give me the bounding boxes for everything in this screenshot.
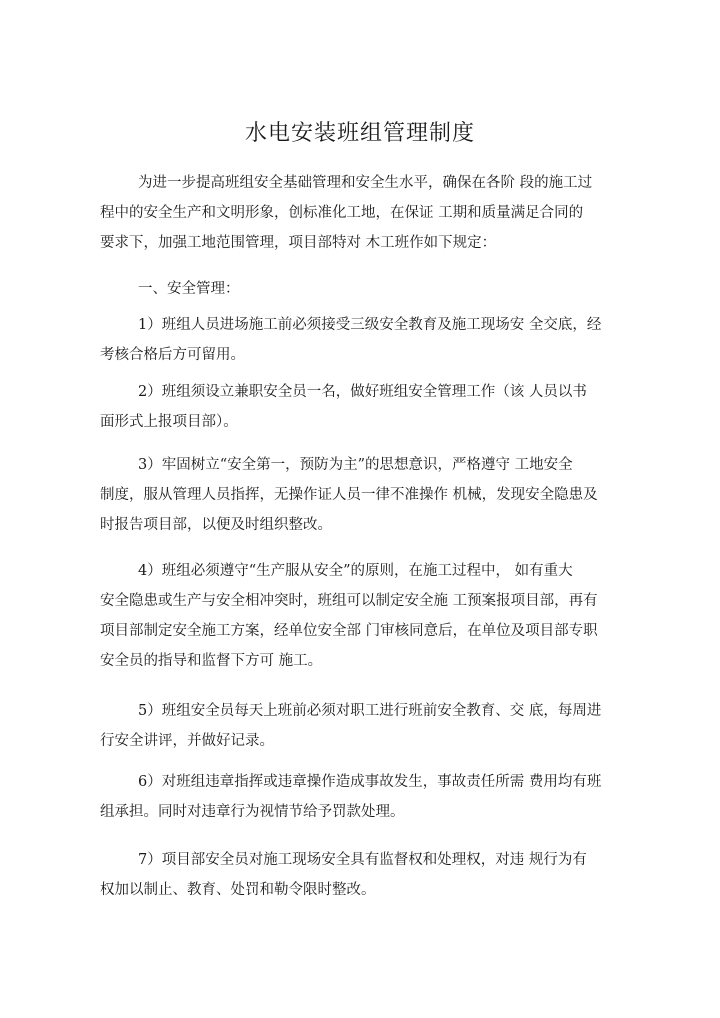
rule-line: 考核合格后方可留用。 [100,347,245,363]
rule-item-5 [100,696,620,756]
intro-line: 要求下，加强工地范围管理，项目部特对 木工班作如下规定： [100,235,497,251]
rule-line: 3）牢固树立“安全第一，预防为主”的思想意识，严格遵守 工地安全 [138,457,573,473]
intro-paragraph [100,168,620,258]
intro-line: 为进一步提高班组安全基础管理和安全生水平，确保在各阶 段的施工过 [138,175,593,191]
rule-line: 权加以制止、教育、处罚和勒令限时整改。 [100,882,376,898]
rule-line: 5）班组安全员每天上班前必须对职工进行班前安全教育、交 底，每周进 [138,703,602,719]
rule-line: 安全隐患或生产与安全相冲突时，班组可以制定安全施 工预案报项目部，再有 [100,593,598,609]
section-heading-text: 一、安全管理： [138,281,240,297]
rule-item-7 [100,845,620,905]
rule-line: 4）班组必须遵守“生产服从安全”的原则，在施工过程中， 如有重大 [138,563,573,579]
intro-line: 程中的安全生产和文明形象，创标准化工地，在保证 工期和质量满足合同的 [100,205,584,221]
rule-line: 1）班组人员进场施工前必须接受三级安全教育及施工现场安 全交底，经 [138,317,602,333]
rule-line: 时报告项目部，以便及时组织整改。 [100,517,332,533]
document-title: 水电安装班组管理制度 [244,121,475,146]
rule-line: 面形式上报项目部）。 [100,414,238,430]
rule-line: 2）班组须设立兼职安全员一名，做好班组安全管理工作（该 人员以书 [138,384,587,400]
rule-line: 项目部制定安全施工方案，经单位安全部 门审核同意后，在单位及项目部专职 [100,623,598,639]
rule-item-2 [100,377,620,437]
rule-line: 安全员的指导和监督下方可 施工。 [100,653,323,669]
rule-item-3 [100,450,620,540]
rule-item-6 [100,767,620,827]
rule-line: 7）项目部安全员对施工现场安全具有监督权和处理权，对违 规行为有 [138,852,587,868]
rule-line: 组承担。同时对违章行为视情节给予罚款处理。 [100,804,405,820]
rule-line: 行安全讲评，并做好记录。 [100,733,274,749]
rule-item-4 [100,556,620,676]
section-heading [100,274,620,304]
rule-line: 6）对班组违章指挥或违章操作造成事故发生，事故责任所需 费用均有班 [138,774,602,790]
rule-item-1 [100,310,620,370]
rule-line: 制度，服从管理人员指挥，无操作证人员一律不准操作 机械，发现安全隐患及 [100,487,598,503]
